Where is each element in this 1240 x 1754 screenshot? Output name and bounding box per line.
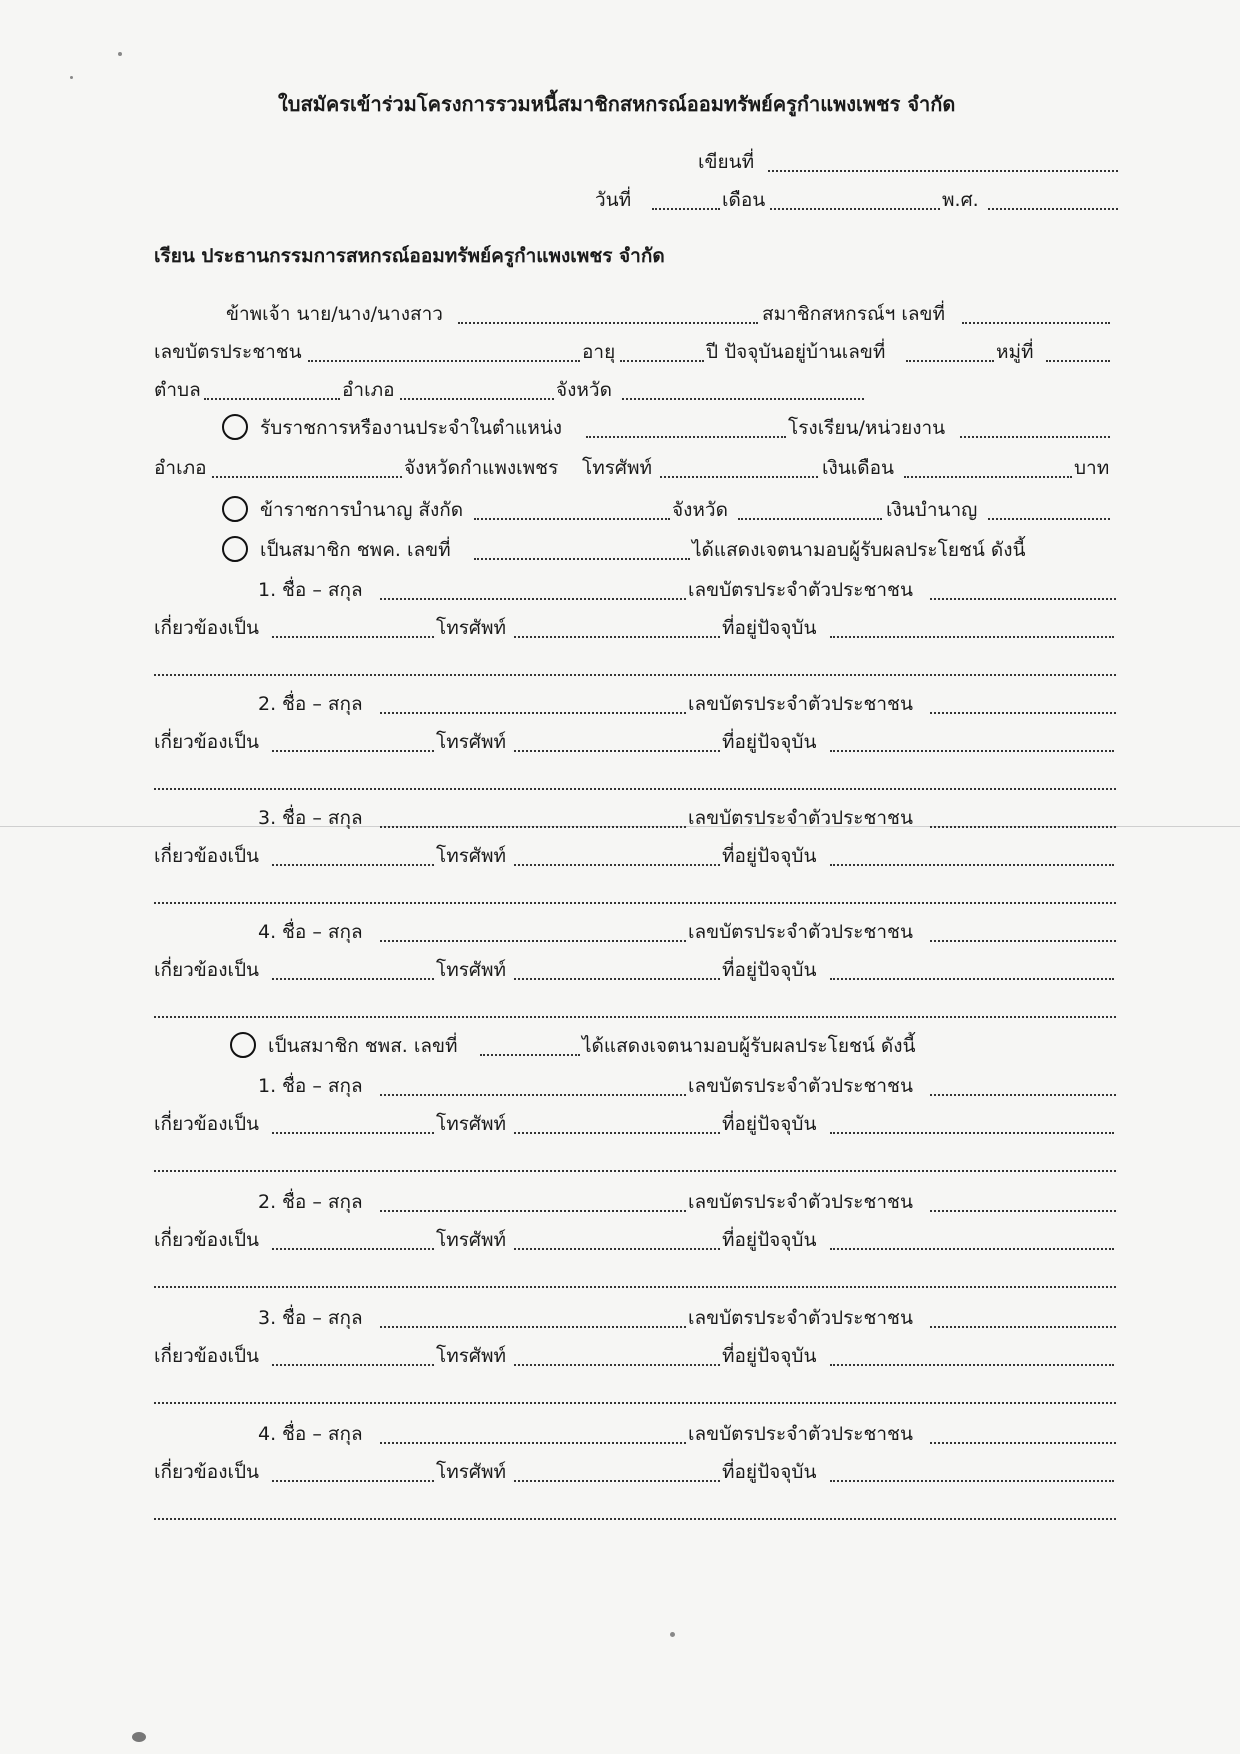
beneficiary-id-field[interactable]: [930, 1094, 1116, 1096]
beneficiary-address-line2[interactable]: [154, 1016, 1116, 1018]
beneficiary-relation-label: เกี่ยวข้องเป็น: [154, 1113, 260, 1135]
option-gov-label: รับราชการหรืองานประจำในตำแหน่ง: [260, 417, 563, 439]
member-no-field[interactable]: [962, 322, 1110, 324]
beneficiary-id-field[interactable]: [930, 712, 1116, 714]
beneficiary-number: 1.: [258, 579, 277, 601]
beneficiary-id-label: เลขบัตรประจำตัวประชาชน: [688, 807, 913, 829]
beneficiary-address-field[interactable]: [830, 978, 1114, 980]
retired-province-label: จังหวัด: [672, 499, 728, 521]
beneficiary-address-field[interactable]: [830, 1480, 1114, 1482]
beneficiary-name-field[interactable]: [380, 1442, 686, 1444]
scan-speck: [118, 52, 122, 56]
option-retired-label: ข้าราชการบำนาญ สังกัด: [260, 499, 464, 521]
beneficiary-name-field[interactable]: [380, 826, 686, 828]
addressee: เรียน ประธานกรรมการสหกรณ์ออมทรัพย์ครูกำแพงเพชร จำกัด: [154, 245, 665, 267]
year-label: พ.ศ.: [942, 189, 979, 211]
salary-field[interactable]: [904, 476, 1072, 478]
beneficiary-relation-label: เกี่ยวข้องเป็น: [154, 959, 260, 981]
gov-amphoe-field[interactable]: [212, 476, 402, 478]
beneficiary-address-label: ที่อยู่ปัจจุบัน: [722, 845, 817, 867]
beneficiary-phone-field[interactable]: [514, 750, 720, 752]
beneficiary-name-field[interactable]: [380, 598, 686, 600]
beneficiary-number: 3.: [258, 1307, 277, 1329]
beneficiary-name-label: ชื่อ – สกุล: [282, 807, 363, 829]
beneficiary-id-label: เลขบัตรประจำตัวประชาชน: [688, 1423, 913, 1445]
beneficiary-id-field[interactable]: [930, 826, 1116, 828]
beneficiary-id-label: เลขบัตรประจำตัวประชาชน: [688, 1075, 913, 1097]
beneficiary-phone-label: โทรศัพท์: [436, 959, 507, 981]
beneficiary-phone-label: โทรศัพท์: [436, 731, 507, 753]
beneficiary-relation-field[interactable]: [272, 636, 434, 638]
beneficiary-phone-field[interactable]: [514, 978, 720, 980]
beneficiary-number: 4.: [258, 921, 277, 943]
beneficiary-relation-label: เกี่ยวข้องเป็น: [154, 617, 260, 639]
beneficiary-name-label: ชื่อ – สกุล: [282, 1423, 363, 1445]
beneficiary-id-field[interactable]: [930, 1210, 1116, 1212]
beneficiary-name-field[interactable]: [380, 1094, 686, 1096]
moo-label: หมู่ที่: [996, 341, 1034, 363]
option-chpk-label: เป็นสมาชิก ชพค. เลขที่: [260, 539, 451, 561]
beneficiary-id-field[interactable]: [930, 940, 1116, 942]
beneficiary-phone-label: โทรศัพท์: [436, 1113, 507, 1135]
beneficiary-phone-field[interactable]: [514, 1480, 720, 1482]
position-field[interactable]: [586, 436, 786, 438]
amphoe-field[interactable]: [400, 398, 554, 400]
age-field[interactable]: [620, 360, 704, 362]
school-field[interactable]: [960, 436, 1110, 438]
option-retired-radio[interactable]: [222, 496, 248, 522]
month-label: เดือน: [722, 189, 766, 211]
tambon-field[interactable]: [204, 398, 340, 400]
beneficiary-phone-field[interactable]: [514, 864, 720, 866]
id-card-field[interactable]: [308, 360, 580, 362]
member-no-label: สมาชิกสหกรณ์ฯ เลขที่: [762, 303, 946, 325]
pension-label: เงินบำนาญ: [886, 499, 978, 521]
beneficiary-name-field[interactable]: [380, 712, 686, 714]
beneficiary-relation-label: เกี่ยวข้องเป็น: [154, 1345, 260, 1367]
beneficiary-relation-label: เกี่ยวข้องเป็น: [154, 845, 260, 867]
beneficiary-address-field[interactable]: [830, 1132, 1114, 1134]
chps-intent: ได้แสดงเจตนามอบผู้รับผลประโยชน์ ดังนี้: [582, 1035, 916, 1057]
beneficiary-phone-label: โทรศัพท์: [436, 845, 507, 867]
beneficiary-address-label: ที่อยู่ปัจจุบัน: [722, 1461, 817, 1483]
beneficiary-id-label: เลขบัตรประจำตัวประชาชน: [688, 579, 913, 601]
beneficiary-relation-label: เกี่ยวข้องเป็น: [154, 731, 260, 753]
beneficiary-number: 2.: [258, 693, 277, 715]
month-field[interactable]: [770, 208, 940, 210]
beneficiary-address-line2[interactable]: [154, 788, 1116, 790]
chpk-no-field[interactable]: [474, 558, 690, 560]
school-label: โรงเรียน/หน่วยงาน: [788, 417, 946, 439]
beneficiary-relation-field[interactable]: [272, 1364, 434, 1366]
beneficiary-relation-field[interactable]: [272, 1132, 434, 1134]
applicant-name-label: ข้าพเจ้า นาย/นาง/นางสาว: [226, 303, 443, 325]
written-at-label: เขียนที่: [698, 151, 755, 173]
beneficiary-address-line2[interactable]: [154, 1402, 1116, 1404]
scan-speck: [670, 1632, 675, 1637]
beneficiary-phone-field[interactable]: [514, 1248, 720, 1250]
beneficiary-relation-label: เกี่ยวข้องเป็น: [154, 1229, 260, 1251]
beneficiary-address-label: ที่อยู่ปัจจุบัน: [722, 1345, 817, 1367]
option-chpk-radio[interactable]: [222, 536, 248, 562]
chps-no-field[interactable]: [480, 1054, 580, 1056]
baht-label: บาท: [1074, 457, 1110, 479]
gov-phone-field[interactable]: [660, 476, 818, 478]
beneficiary-phone-label: โทรศัพท์: [436, 1345, 507, 1367]
beneficiary-name-label: ชื่อ – สกุล: [282, 921, 363, 943]
option-chps-radio[interactable]: [230, 1032, 256, 1058]
beneficiary-name-label: ชื่อ – สกุล: [282, 579, 363, 601]
written-at-field[interactable]: [768, 170, 1118, 172]
date-field[interactable]: [652, 208, 720, 210]
beneficiary-address-line2[interactable]: [154, 902, 1116, 904]
beneficiary-address-label: ที่อยู่ปัจจุบัน: [722, 731, 817, 753]
beneficiary-address-line2[interactable]: [154, 674, 1116, 676]
beneficiary-id-field[interactable]: [930, 1326, 1116, 1328]
beneficiary-name-label: ชื่อ – สกุล: [282, 1075, 363, 1097]
moo-field[interactable]: [1046, 360, 1110, 362]
pension-field[interactable]: [988, 518, 1110, 520]
beneficiary-id-label: เลขบัตรประจำตัวประชาชน: [688, 1191, 913, 1213]
option-chps-label: เป็นสมาชิก ชพส. เลขที่: [268, 1035, 458, 1057]
beneficiary-name-field[interactable]: [380, 940, 686, 942]
beneficiary-id-label: เลขบัตรประจำตัวประชาชน: [688, 1307, 913, 1329]
id-card-label: เลขบัตรประชาชน: [154, 341, 302, 363]
province-label: จังหวัด: [556, 379, 612, 401]
beneficiary-phone-field[interactable]: [514, 636, 720, 638]
gov-phone-label: โทรศัพท์: [582, 457, 653, 479]
tambon-label: ตำบล: [154, 379, 201, 401]
retired-province-field[interactable]: [738, 518, 882, 520]
applicant-name-field[interactable]: [458, 322, 758, 324]
option-gov-radio[interactable]: [222, 414, 248, 440]
beneficiary-address-field[interactable]: [830, 864, 1114, 866]
beneficiary-relation-field[interactable]: [272, 978, 434, 980]
amphoe-label: อำเภอ: [342, 379, 395, 401]
beneficiary-number: 4.: [258, 1423, 277, 1445]
beneficiary-address-field[interactable]: [830, 636, 1114, 638]
gov-amphoe-label: อำเภอ: [154, 457, 207, 479]
beneficiary-phone-field[interactable]: [514, 1132, 720, 1134]
beneficiary-relation-field[interactable]: [272, 864, 434, 866]
beneficiary-name-label: ชื่อ – สกุล: [282, 693, 363, 715]
beneficiary-number: 3.: [258, 807, 277, 829]
scan-speck: [70, 76, 73, 79]
retired-agency-field[interactable]: [474, 518, 670, 520]
beneficiary-name-field[interactable]: [380, 1210, 686, 1212]
salary-label: เงินเดือน: [822, 457, 894, 479]
beneficiary-phone-label: โทรศัพท์: [436, 617, 507, 639]
province-field[interactable]: [622, 398, 864, 400]
beneficiary-number: 2.: [258, 1191, 277, 1213]
beneficiary-name-field[interactable]: [380, 1326, 686, 1328]
beneficiary-address-label: ที่อยู่ปัจจุบัน: [722, 617, 817, 639]
house-no-field[interactable]: [906, 360, 994, 362]
beneficiary-address-label: ที่อยู่ปัจจุบัน: [722, 1229, 817, 1251]
beneficiary-id-field[interactable]: [930, 598, 1116, 600]
beneficiary-relation-field[interactable]: [272, 1248, 434, 1250]
beneficiary-address-line2[interactable]: [154, 1518, 1116, 1520]
beneficiary-address-line2[interactable]: [154, 1170, 1116, 1172]
age-label: อายุ: [582, 341, 616, 363]
scan-speck: [132, 1732, 146, 1742]
beneficiary-number: 1.: [258, 1075, 277, 1097]
years-house-label: ปี ปัจจุบันอยู่บ้านเลขที่: [706, 341, 886, 363]
beneficiary-address-field[interactable]: [830, 1364, 1114, 1366]
beneficiary-address-field[interactable]: [830, 750, 1114, 752]
year-field[interactable]: [988, 208, 1118, 210]
beneficiary-address-label: ที่อยู่ปัจจุบัน: [722, 959, 817, 981]
beneficiary-relation-label: เกี่ยวข้องเป็น: [154, 1461, 260, 1483]
beneficiary-address-field[interactable]: [830, 1248, 1114, 1250]
chpk-intent: ได้แสดงเจตนามอบผู้รับผลประโยชน์ ดังนี้: [692, 539, 1026, 561]
beneficiary-id-label: เลขบัตรประจำตัวประชาชน: [688, 693, 913, 715]
beneficiary-phone-field[interactable]: [514, 1364, 720, 1366]
beneficiary-phone-label: โทรศัพท์: [436, 1461, 507, 1483]
beneficiary-relation-field[interactable]: [272, 1480, 434, 1482]
beneficiary-id-field[interactable]: [930, 1442, 1116, 1444]
beneficiary-relation-field[interactable]: [272, 750, 434, 752]
gov-province-label: จังหวัดกำแพงเพชร: [404, 457, 559, 479]
beneficiary-address-label: ที่อยู่ปัจจุบัน: [722, 1113, 817, 1135]
beneficiary-phone-label: โทรศัพท์: [436, 1229, 507, 1251]
date-label: วันที่: [595, 189, 632, 211]
beneficiary-name-label: ชื่อ – สกุล: [282, 1191, 363, 1213]
form-title: ใบสมัครเข้าร่วมโครงการรวมหนี้สมาชิกสหกรณ์ออมทรัพย์ครูกำแพงเพชร จำกัด: [278, 92, 956, 116]
beneficiary-address-line2[interactable]: [154, 1286, 1116, 1288]
beneficiary-id-label: เลขบัตรประจำตัวประชาชน: [688, 921, 913, 943]
beneficiary-name-label: ชื่อ – สกุล: [282, 1307, 363, 1329]
